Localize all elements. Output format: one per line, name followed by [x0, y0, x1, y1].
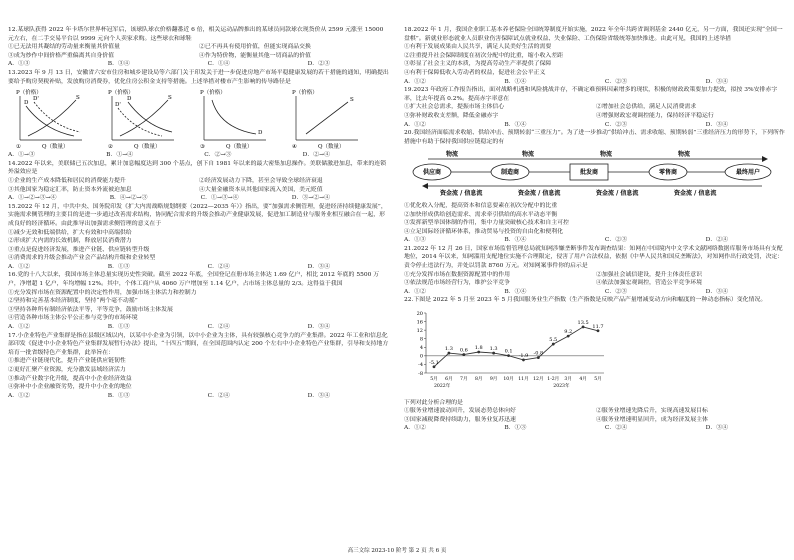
question-18-stem: 18.2022 年 1 月，我国企业职工基本养老保险全国统筹制度开始实施，2022 年全年共跨省调剂基金 2440 亿元，另一方面，我国还实现“全国一盘棋”。新就业形态就业人员职业伤害保障试点就业权益、失业保险、工伤保险省级统筹加快推进。由此可见，我国的上述举措: [404, 27, 783, 42]
q15-ans-b: B．①③: [107, 263, 130, 270]
q19-ans-d: D．③④: [705, 121, 728, 128]
graph-3: [198, 88, 280, 150]
question-19-options: [404, 103, 788, 120]
q12-opt3: ③成为炒作中间价格严重偏离其自身价值: [8, 52, 115, 59]
q12-answers: [8, 60, 390, 69]
data-label: 11.7: [592, 323, 604, 330]
supply-chain-diagram: [410, 150, 782, 196]
q18-ans-a: A．①②: [404, 78, 426, 85]
q12-ans-d: D．②③: [307, 61, 330, 68]
finance-info-label-1: 资金流 / 信息流: [440, 190, 483, 197]
data-point: [597, 329, 600, 332]
data-label: 1.3: [444, 346, 453, 353]
q21-opt3: ③依法规范市场经营行为，维护公平竞争: [404, 280, 511, 287]
q13-supply-demand-graphs: [14, 88, 390, 150]
node-end-user: [725, 164, 771, 180]
graph-2-number: ②: [108, 144, 113, 151]
q22-ans-c: C．②④: [604, 425, 628, 432]
y-tick-label: 4: [419, 345, 423, 352]
node-supplier: [413, 164, 451, 180]
graph-4: [290, 88, 372, 150]
q14-opt2: ②经济发展动力下降，甚至会导致全球经济衰退: [199, 177, 323, 184]
graph-1-s: S: [76, 95, 80, 102]
graph-4-q-label: Q（数量）: [318, 144, 345, 151]
q15-ans-a: A．①②: [8, 263, 30, 270]
data-label: 0.1: [504, 348, 513, 355]
q22-opt4: ④服务业增速明显回升，成为经济发展主体: [596, 416, 708, 423]
q21-ans-b: B．①④: [504, 288, 527, 295]
q19-opt1: ①扩大社会总需求，提振市场主体信心: [404, 104, 505, 111]
x-tick-label: 8月: [474, 377, 483, 383]
q18-opt3: ③彰显了社会主义的本质，为提高劳动生产率提供了保障: [404, 61, 552, 68]
graph-3-d: D: [258, 130, 263, 137]
data-label: 1.3: [489, 346, 498, 353]
q18-opt1: ①有利于发展成果由人民共享，满足人民美好生活的需要: [404, 44, 552, 51]
x-tick-label: 1-2月: [547, 377, 560, 383]
q17-opt4: ④弥补中小企业融资劣势，提升中小企业的地位: [8, 384, 132, 391]
graph-1-curve-s: [28, 100, 76, 136]
question-14-stem: 14.2022 年以来，美联储已五次加息，累计加息幅度达到 300 个基点，创下自 1981 年以来的最大密集加息操作。美联储激进加息，带来的连锁外溢效应是: [8, 160, 387, 176]
graph-1-d: D: [24, 100, 29, 107]
data-point: [477, 351, 480, 354]
service-index-chart: [404, 307, 614, 395]
graph-4-s: S: [350, 97, 354, 104]
question-20-stem: 20.我国经济面临需求收缩、供给冲击、预期转弱“三重压力”。为了进一步推动“供给冲击、需求收缩、预期转弱”三重经济压力的形势下，下列所作措施中有助于保持我国供应链稳定的有: [404, 130, 785, 145]
q20-ans-c: C．②③: [604, 237, 628, 244]
q22-ans-a: A．①②: [404, 425, 426, 432]
q16-answers: [8, 323, 390, 332]
q14-ans-c: C．①→③→④: [200, 195, 239, 202]
q20-opt2: ②加快形成供给创造需求、需求牵引供给的高水平动态平衡: [404, 211, 558, 218]
right-column: [404, 26, 788, 433]
q17-answers: [8, 392, 390, 401]
q19-ans-c: C．②③: [604, 121, 628, 128]
data-label: 1.8: [474, 345, 483, 352]
year-label-2023: 2023年: [553, 384, 570, 390]
graph-4-p-label: P（价格）: [292, 90, 318, 97]
y-tick-label: 8: [419, 336, 423, 343]
q16-ans-c: C．②④: [207, 324, 230, 331]
x-tick-label: 10月: [503, 377, 514, 383]
q19-opt4: ④增强财政宏观调控能力，保持经济平稳运行: [596, 112, 714, 119]
graph-3-q-label: Q（数量）: [226, 144, 253, 151]
q20-ans-d: D．②④: [705, 237, 728, 244]
x-tick-label: 7月: [460, 377, 468, 383]
question-12-options: [8, 43, 390, 60]
q16-opt3: ③坚持各种所有制经济依法平等，平等竞争，鼓励市场主体发展: [8, 306, 173, 313]
q16-ans-a: A．①②: [8, 324, 30, 331]
q16-ans-b: B．①③: [107, 324, 130, 331]
question-12-stem: 12.某球队获得 2022 年卡塔尔世界杯冠军后，该球队球衣价格翻番近 6 倍，相关运动品牌推出的某球员同款球衣现货价从 2599 元涨至 15000 元左右，在二手交易平台以 9999 元向个人卖家求购。这些球衣和球鞋: [8, 27, 384, 42]
q17-ans-b: B．①③: [107, 392, 130, 399]
q12-opt2: ②已不再具有使用价值，但能实现商品交换: [199, 44, 311, 51]
q15-opt2: ②形成扩大内需的长效机制，释放居民消费潜力: [8, 238, 132, 245]
data-point: [433, 365, 436, 368]
graph-1: [14, 88, 96, 150]
question-15-stem: 15.2022 年 12 月，中共中央、国务院印发《扩大内需战略规划纲要（2022—2035 年）》指出，要“加强需求侧管理，促进经济持续健康发展”，实施需求侧管理的主要目的是进一步通过改善需求结构，协同配合需求的升级会推动产业健康发展，促进加工制造业与服务业相互融合在一起，形成良好的经济循环。由此推导出加强需求侧管理的意义在于: [8, 203, 387, 227]
q20-opt1: ①优化收入分配，提高资本和信息要素在初次分配中的比重: [404, 202, 558, 209]
y-tick-label: -4: [418, 362, 423, 369]
q17-opt1: ①推进产业链现代化，提升产业链供应链韧性: [8, 358, 126, 365]
logistics-label-3: 物流: [600, 151, 613, 159]
q20-answers: [404, 236, 788, 245]
question-17-stem: 17.小企业特色产业集群是指在县级区域以内，以某中小企业为引领，以中小企业为主体，具有较强核心竞争力的产业集群。2022 年工业和信息化部印发《促进中小企业特色产业集群发展暂行办法》提出，“十四五”期间，在全国范围内认定 200 个左右中小企业特色产业集群，引导和支持地方培育一批省级特色产业集群，此举旨在：: [8, 332, 389, 356]
q17-ans-a: A．①②: [8, 392, 30, 399]
logistics-label-2: 物流: [522, 151, 535, 159]
q14-answers: [8, 194, 390, 203]
q21-ans-c: C．②③: [604, 288, 628, 295]
graph-1-number: ①: [16, 144, 21, 151]
q16-opt1: ①充分发挥市场在资源配置中的决定性作用，加强市场主体活力和控制力: [8, 289, 197, 296]
question-16-stem: 16.党的十八大以来，我国市场主体总量实现历史性突破。截至 2022 年底，全国登记在册市场主体达 1.69 亿户，相比 2012 年底的 5500 万户，净增超 1 亿户，年均增幅 12%。其中，个体工商户从 4060 万户增加至 1.14 亿户，占市场主体总量的 2/3。这得益于我国: [8, 272, 380, 288]
q20-opt3: ③发挥新型举国体制的作用，集中力量突破核心技术和自主可控: [404, 220, 569, 227]
x-tick-label: 4月: [579, 377, 587, 383]
q21-opt2: ②加强社会诚信建设，提升主体责任意识: [596, 271, 703, 278]
q17-opt3: ③推动产业数字化升级，提高中小企业经济效益: [8, 375, 132, 382]
x-tick-label: 9月: [489, 377, 498, 383]
q15-opt1: ①减少无效和低端供给，扩大有效和中高端供给: [8, 229, 132, 236]
q20-ans-b: B．①④: [504, 237, 527, 244]
data-point: [567, 335, 570, 338]
q15-ans-c: C．②④: [207, 263, 230, 270]
x-tick-label: 12月: [533, 377, 544, 383]
q18-answers: [404, 78, 788, 87]
graph-2-curve-s: [120, 100, 168, 136]
y-tick-label: -8: [418, 370, 423, 377]
node-manufacturer: [491, 164, 529, 180]
year-label-2022: 2022年: [434, 384, 451, 390]
q14-ans-a: A．①→②→③→④: [8, 195, 57, 202]
q18-ans-b: B．①④: [504, 78, 527, 85]
data-label: 9.2: [564, 329, 573, 336]
data-point: [507, 354, 510, 357]
graph-2-d1: D': [115, 102, 121, 109]
x-tick-label: 5月: [594, 377, 602, 383]
question-14-options: [8, 177, 390, 194]
left-column: [8, 26, 390, 400]
data-point: [522, 359, 525, 362]
x-tick-label: 3月: [564, 377, 572, 383]
graph-4-number: ④: [292, 144, 297, 151]
graph-3-p-label: P（价格）: [200, 90, 226, 97]
series-line: [434, 327, 598, 367]
q22-after-text: 下列对此分析合理的是: [404, 399, 463, 406]
graph-3-number: ③: [200, 144, 205, 151]
q18-opt2: ②注重提升社会保障制度在初次分配中的比重，缩小收入差距: [404, 52, 564, 59]
q22-ans-b: B．①③: [504, 425, 527, 432]
q22-opt3: ③国家减税降费持续助力，服务业复苏迅速: [404, 416, 516, 423]
q17-ans-d: D．③④: [307, 392, 330, 399]
graph-2-d: D: [127, 96, 132, 103]
q15-opt4: ④消费需求的升级会推动产业会产品结构升级和企业转型: [8, 255, 156, 262]
svg-text:最终用户: 最终用户: [735, 169, 761, 177]
data-label: -0.8: [533, 350, 544, 357]
q12-opt1: ①已无法用其凝结的劳动量来衡量其价值量: [8, 44, 120, 51]
graph-1-d1: D': [33, 96, 39, 103]
q21-answers: [404, 288, 788, 297]
data-point: [537, 356, 540, 359]
node-retailer: [649, 164, 687, 180]
q14-opt4: ④大量金融资本从其他国家流入美国，美元贬值: [199, 186, 323, 193]
q19-ans-a: A．①②: [404, 121, 426, 128]
graph-2-q-label: Q（数量）: [134, 144, 161, 151]
q15-answers: [8, 263, 390, 272]
data-point: [448, 352, 451, 355]
svg-text:制造商: 制造商: [500, 169, 520, 177]
question-22-options: [404, 407, 788, 424]
q12-ans-b: B．③④: [107, 61, 130, 68]
data-point: [462, 353, 465, 356]
q18-ans-d: D．③④: [705, 78, 728, 85]
svg-text:批发商: 批发商: [579, 169, 599, 177]
graph-2: [106, 88, 188, 150]
graph-3-curve-d: [212, 100, 256, 134]
graph-1-curve-d: [26, 106, 74, 136]
q12-opt4: ④作为特价物，能衡量其他一切商品的价值: [199, 52, 311, 59]
q15-opt3: ③重点是促进经济发展，推进产业链、供应链转型升级: [8, 246, 150, 253]
q20-ans-a: A．①③: [404, 237, 426, 244]
y-tick-label: 0: [419, 353, 423, 360]
data-label: 13.5: [577, 319, 589, 326]
graph-1-curve-d1: [34, 102, 80, 132]
x-tick-label: 5月: [430, 377, 438, 383]
graph-1-p-label: P（价格）: [16, 90, 42, 97]
logistics-label-1: 物流: [446, 151, 459, 159]
q22-opt1: ①服务业增速波动回升，发展态势总体向好: [404, 408, 516, 415]
q14-ans-b: B．④→②→③: [109, 195, 148, 202]
q18-ans-c: C．②③: [604, 78, 628, 85]
q13-answers: [8, 151, 390, 160]
q13-ans-d: D．②→④: [302, 152, 330, 159]
q14-ans-d: D．③→②→④: [291, 195, 330, 202]
data-label: -5.1: [429, 359, 439, 366]
q16-ans-d: D．③④: [307, 324, 330, 331]
q17-opt2: ②更好汇聚产业资源，充分激发县域经济活力: [8, 367, 126, 373]
q13-ans-b: B．①→④: [106, 152, 134, 159]
y-tick-label: 16: [416, 319, 423, 326]
q15-ans-d: D．③④: [307, 263, 330, 270]
question-19-stem: 19.2023 年政府工作报告指出，面对战略机遇和风险挑战并存，不确定难预料因素增多的现状，积极的财政政策要加力提效，拟按 3%安排赤字率，比去年提高 0.2%。提高赤字率意在: [404, 87, 778, 102]
y-tick-label: 12: [416, 327, 423, 334]
q16-opt4: ④营造各种市场主体公平公正参与竞争的市场环境: [8, 315, 138, 322]
q16-opt2: ②坚持和完善基本经济制度，坚持“两个毫不动摇”: [8, 298, 138, 305]
svg-text:零售商: 零售商: [658, 169, 678, 177]
q21-ans-d: D．③④: [705, 288, 728, 295]
svg-text:供应商: 供应商: [422, 169, 442, 177]
q22-ans-d: D．③④: [705, 425, 728, 432]
q22-answers: [404, 424, 788, 433]
q13-ans-c: C．②→③: [204, 152, 232, 159]
question-21-options: [404, 271, 788, 288]
q19-opt3: ③弥补财政收支差额，降低金融赤字: [404, 112, 499, 119]
finance-info-label-3: 资金流 / 信息流: [596, 190, 639, 197]
data-label: 0.6: [459, 347, 468, 354]
q19-answers: [404, 121, 788, 130]
node-wholesaler: [570, 164, 608, 180]
data-point: [582, 326, 585, 329]
data-label: 5.5: [549, 337, 558, 344]
page-footer: 高三文综 2023-10 阶考 第 2 页 共 6 页: [347, 548, 447, 554]
q21-opt4: ④依法加强宏观调控，营造公平竞争环境: [596, 280, 703, 287]
q19-ans-b: B．①④: [504, 121, 527, 128]
finance-info-label-4: 资金流 / 信息流: [674, 190, 717, 197]
data-label: -1.9: [518, 352, 529, 359]
x-tick-label: 6月: [445, 377, 453, 383]
logistics-label-4: 物流: [678, 151, 691, 159]
q12-ans-a: A．①③: [8, 61, 30, 68]
q14-opt1: ①企业的生产成本降低和居民的消费能力提升: [8, 177, 126, 184]
graph-2-p-label: P（价格）: [108, 90, 134, 97]
x-tick-label: 11月: [518, 377, 529, 383]
q17-ans-c: C．②④: [207, 392, 230, 399]
question-13-stem: 13.2023 年 9 月 13 日，安徽省六安市住房和城乡建设局等六部门关于印发关于进一步促进房地产市场平稳健康发展的若干措施的通知，明确提出要给予购房契税补贴，发放购房消费券，优化住房公积金支持等措施。上述举措对楼市产生影响的传导路径是: [8, 69, 389, 85]
q21-opt1: ①充分发挥市场在数据资源配置中的作用: [404, 271, 511, 278]
q22-opt2: ②服务业增速先降后升，实现高速发展目标: [596, 408, 708, 415]
question-21-stem: 21.2022 年 12 月 26 日，国家市场监督管理总局就知网涉嫌垄断事件发布调查结果：知网在中国境内中文学术文献网络数据库服务市场具有支配地位，2014 年以来，知网滥用支配地位实施不合理限定，侵害了用户合法权益，依据《中华人民共和国反垄断法》，对知网作出行政处罚，决定：责令停止违法行为，并处以罚款 8760 万元。对知网案事件你的启示是: [404, 245, 784, 270]
data-point: [492, 352, 495, 355]
q18-opt4: ④有利于保障低收入劳动者的权益，促进社会公平正义: [404, 69, 546, 76]
q12-ans-c: C．①④: [207, 61, 230, 68]
q14-opt3: ③其他国家为稳定汇率，防止资本外流被迫加息: [8, 186, 132, 193]
question-22-stem: 22.下图是 2022 年 5 月至 2023 年 5 月我国服务业生产指数（生产指数是反映产品产量增减变动方向和幅度的一种动态指标）变化情况。: [404, 297, 767, 304]
graph-2-s: S: [168, 95, 172, 102]
finance-info-label-2: 资金流 / 信息流: [518, 190, 561, 197]
y-tick-label: 20: [416, 310, 423, 317]
data-point: [552, 343, 555, 346]
q21-ans-a: A．①②: [404, 288, 426, 295]
q19-opt2: ②增加社会总供给，满足人民消费需求: [596, 104, 697, 111]
q20-opt4: ④立足国际经济循环体系，推动贸易与投资的自由化和便利化: [404, 228, 564, 235]
graph-1-q-label: Q（数量）: [42, 144, 69, 151]
graph-4-curve-s: [306, 102, 348, 134]
q13-ans-a: A．①→③: [8, 152, 35, 159]
